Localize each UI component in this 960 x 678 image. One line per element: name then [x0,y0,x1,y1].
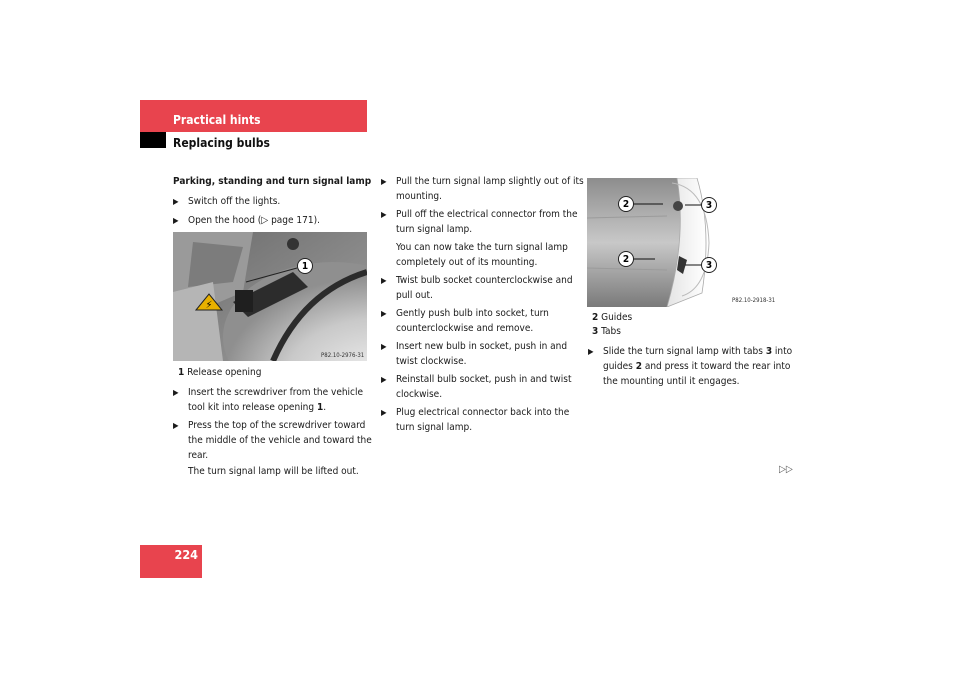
svg-text:⚡: ⚡ [205,300,213,311]
bullet-arrow-icon: ▶ [381,408,387,417]
reference-number: 3 [765,346,773,357]
bullet-arrow-icon: ▶ [173,197,179,206]
bullet-text-end: . [323,402,327,413]
legend-text: Release opening [187,367,262,378]
continued-marker: ▷▷ [779,464,793,475]
bullet-text: Plug electrical connector back into the turn signal lamp. [396,407,570,433]
bullet-arrow-icon: ▶ [381,210,387,219]
reference-number: 2 [635,361,642,372]
figure-legend [178,365,261,380]
callout-tabs-bottom: 3 [701,257,717,273]
figure-legend-tabs [592,324,621,339]
bullet-text: Reinstall bulb socket, push in and twist clockwise. [396,374,572,400]
bullet-text: Insert the screwdriver from the vehicle tool kit into release opening [188,387,364,413]
bullet-arrow-icon: ▶ [381,177,387,186]
bullet-text: into guides [603,346,793,372]
bullet-text: Pull off the electrical connector from the turn signal lamp. [396,209,578,235]
turn-signal-lamp-photo [587,178,781,307]
legend-number: 3 [592,326,599,337]
reference-number: 1 [316,402,324,413]
bullet-plug-connector [381,405,588,435]
bullet-push-bulb [381,306,588,336]
bullet-text: and press it toward the rear into the mounting until it engages. [603,361,791,387]
header-marker [140,132,166,148]
page-number: 224 [174,547,198,562]
release-opening-photo [173,232,367,361]
bullet-arrow-icon: ▶ [173,388,179,397]
callout-guides-top: 2 [618,196,634,212]
legend-text: Tabs [601,326,621,337]
bullet-insert-screwdriver [173,385,380,415]
bullet-arrow-icon: ▶ [381,309,387,318]
figure-code: P82.10-2976-31 [321,352,365,359]
legend-number: 1 [178,367,185,378]
bullet-text: Gently push bulb into socket, turn counterclockwise and remove. [396,308,549,334]
bullet-text: Press the top of the screwdriver toward the middle of the vehicle and toward the rear. [188,420,372,461]
bullet-twist-socket [381,273,588,303]
bullet-pull-connector [381,207,588,237]
figure-legend-guides [592,310,632,325]
figure-code: P82.10-2918-31 [732,297,776,304]
bullet-switch-off [173,194,368,209]
section-title: Practical hints [173,113,261,127]
bullet-pull-lamp [381,174,588,204]
bullet-arrow-icon: ▶ [381,276,387,285]
column1-heading: Parking, standing and turn signal lamp [173,176,372,187]
bullet-press-screwdriver [173,418,380,463]
callout-release-opening: 1 [297,258,313,274]
bullet-arrow-icon: ▶ [381,375,387,384]
bullet-text: Twist bulb socket counterclockwise and pull out. [396,275,573,301]
subsection-title: Replacing bulbs [173,136,270,150]
bullet-arrow-icon: ▶ [381,342,387,351]
callout-guides-bottom: 2 [618,251,634,267]
bullet-text: Open the hood (▷ page 171). [188,215,320,226]
release-opening-illustration [173,232,367,361]
bullet-arrow-icon: ▶ [173,421,179,430]
legend-text: Guides [601,312,633,323]
bullet-slide-lamp [588,344,795,389]
bullet-text: Switch off the lights. [188,196,281,207]
bullet-arrow-icon: ▶ [173,216,179,225]
callout-tabs-top: 3 [701,197,717,213]
legend-number: 2 [592,312,599,323]
bullet-open-hood [173,213,368,228]
bullet-reinstall-socket [381,372,588,402]
bullet-text: Slide the turn signal lamp with tabs [603,346,766,357]
bullet-text: Insert new bulb in socket, push in and twist clockwise. [396,341,568,367]
note-lamp-lifted: The turn signal lamp will be lifted out. [188,466,359,477]
note-take-out: You can now take the turn signal lamp completely out of its mounting. [396,242,568,268]
bullet-arrow-icon: ▶ [588,347,594,356]
turn-signal-lamp-illustration [587,178,781,307]
bullet-insert-bulb [381,339,588,369]
bullet-text: Pull the turn signal lamp slightly out of its mounting. [396,176,584,202]
